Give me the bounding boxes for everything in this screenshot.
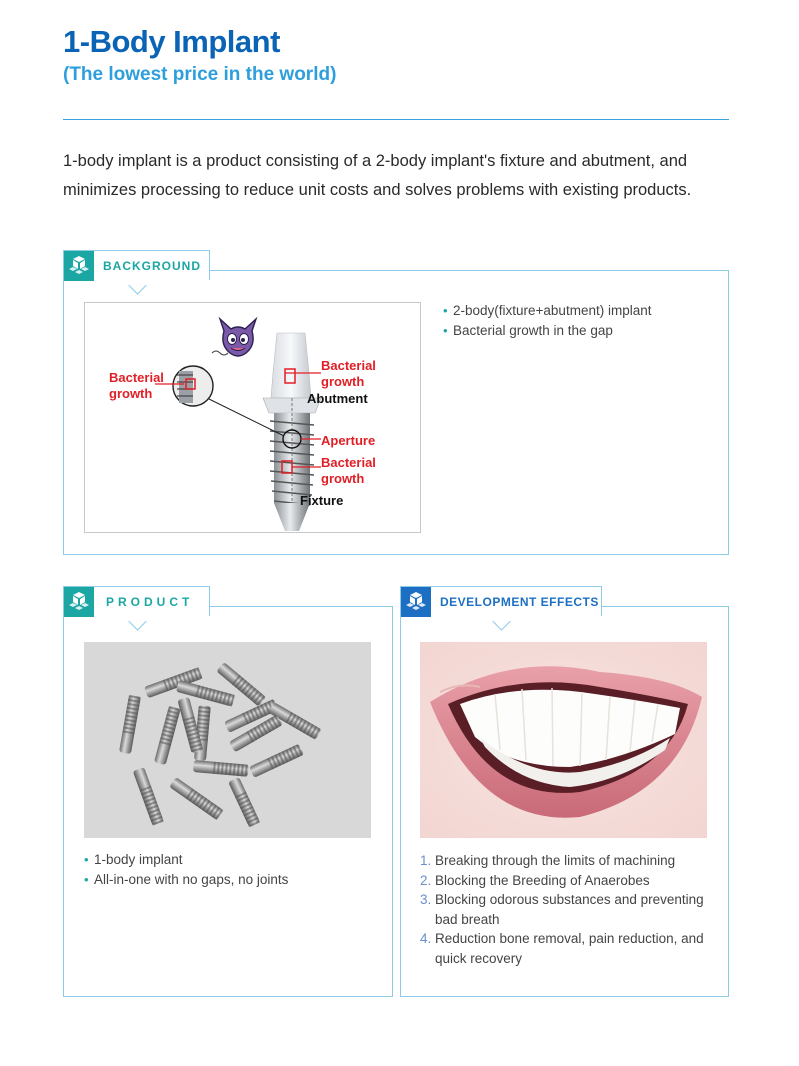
cubes-icon (64, 251, 94, 281)
list-item: 3. Blocking odorous substances and preventing bad breath (420, 892, 704, 927)
cubes-icon (401, 587, 431, 617)
list-item: • Bacterial growth in the gap (443, 323, 613, 338)
product-bullets (84, 850, 374, 890)
intro-paragraph: 1-body implant is a product consisting of a 2-body implant's fixture and abutment, and minimizes processing to reduce unit costs and solves problems with existing products. (63, 152, 692, 199)
smile-photo (420, 642, 707, 838)
list-item: • 1-body implant (84, 852, 183, 867)
cubes-icon (64, 587, 94, 617)
page-title: 1-Body Implant (63, 24, 280, 59)
list-item: • All-in-one with no gaps, no joints (84, 872, 289, 887)
implant-diagram (84, 302, 421, 533)
abutment-label: Abutment (307, 391, 368, 406)
tab-label: PRODUCT (106, 594, 194, 609)
tab-label: DEVELOPMENT EFFECTS (440, 594, 599, 609)
background-bullets (443, 301, 713, 341)
effects-list (420, 851, 716, 968)
tab-label: BACKGROUND (103, 258, 201, 273)
aperture-label: Aperture (321, 433, 376, 448)
left-bacterial-label: Bacterial growth (109, 370, 164, 401)
header-divider (63, 119, 729, 120)
top-bacterial-label: Bacterial growth (321, 358, 376, 389)
page-subtitle: (The lowest price in the world) (63, 64, 337, 85)
mid-bacterial-label: Bacterial growth (321, 455, 376, 486)
list-item: 4. Reduction bone removal, pain reduction, and quick recovery (420, 931, 704, 966)
fixture-label: Fixture (300, 493, 344, 508)
product-photo (84, 642, 371, 838)
list-item: • 2-body(fixture+abutment) implant (443, 303, 652, 318)
list-item: 2. Blocking the Breeding of Anaerobes (420, 872, 650, 888)
list-item: 1. Breaking through the limits of machining (420, 853, 676, 868)
